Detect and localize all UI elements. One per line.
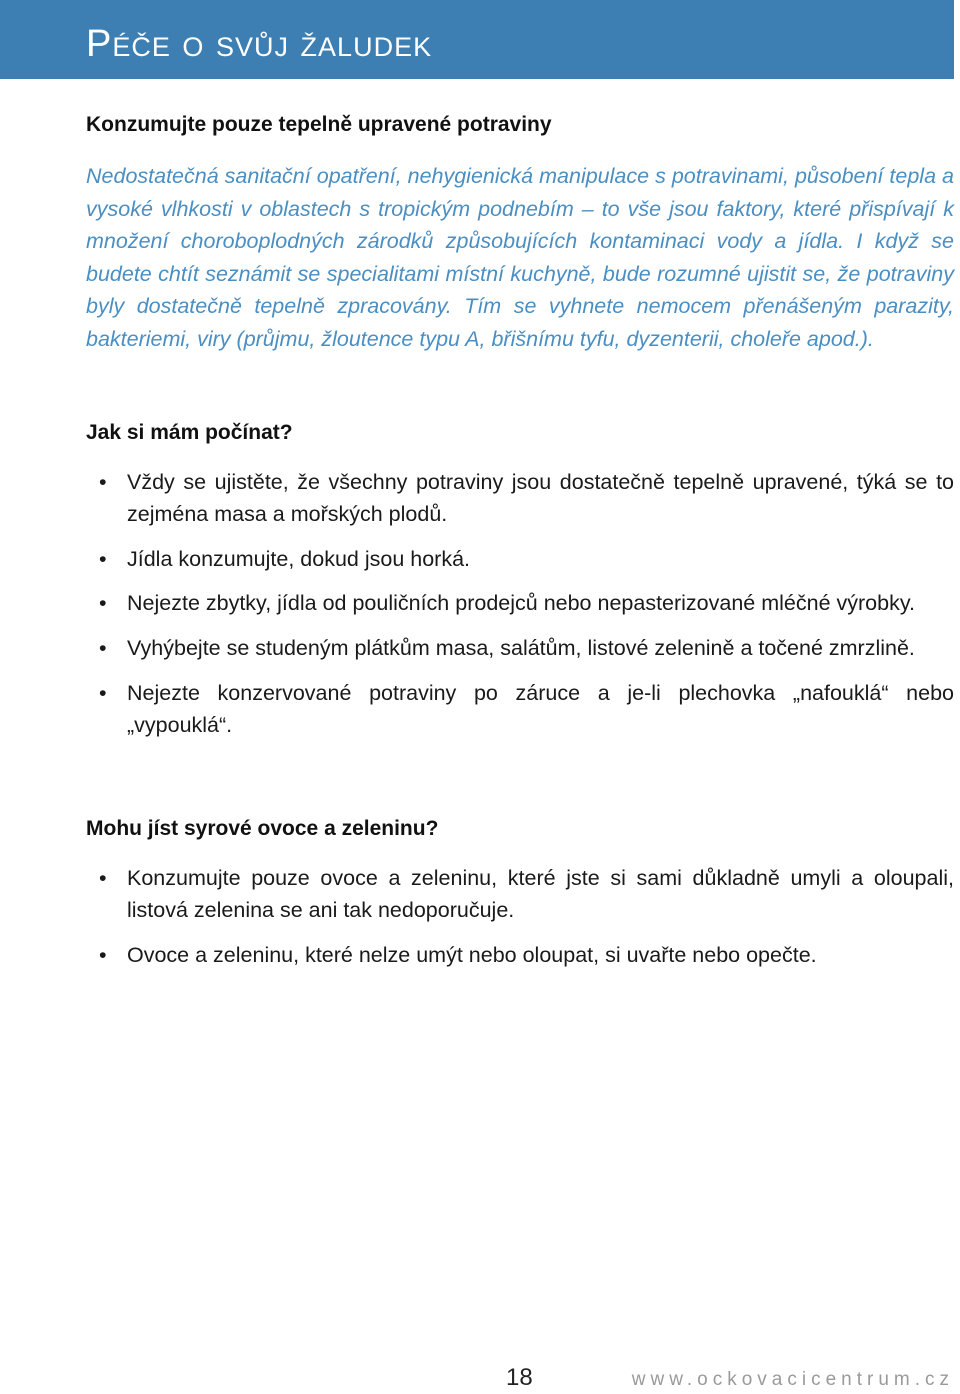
section-heading-raw-produce: Mohu jíst syrové ovoce a zeleninu? [86, 816, 439, 840]
list-item-text: Nejezte konzervované potraviny po záruce a je-li plechovka „nafouklá“ nebo „vypouklá“. [127, 680, 954, 738]
bullet-icon: • [99, 635, 107, 660]
list-item [86, 587, 954, 620]
footer-url: www.ockovacicentrum.cz [631, 1369, 954, 1390]
content [86, 110, 954, 984]
list-item [86, 862, 954, 927]
page-title: Péče o svůj žaludek [86, 23, 433, 65]
list-item-text: Konzumujte pouze ovoce a zeleninu, které jste si sami důkladně umyli a oloupali, listová zelenina se ani tak nedoporučuje. [127, 865, 954, 923]
section-heading-how-to: Jak si mám počínat? [86, 420, 293, 444]
header-bar [0, 0, 954, 79]
list-item [86, 677, 954, 742]
list-item [86, 939, 954, 972]
bullet-icon: • [99, 546, 107, 571]
list-item-text: Vždy se ujistěte, že všechny potraviny jsou dostatečně tepelně upravené, týká se to zejména masa a mořských plodů. [127, 469, 954, 527]
bullet-icon: • [99, 591, 107, 616]
bullet-icon: • [99, 865, 107, 890]
bullet-icon: • [99, 942, 107, 967]
bullet-icon: • [99, 469, 107, 494]
list-item-text: Vyhýbejte se studeným plátkům masa, salátům, listové zelenině a točené zmrzlině. [127, 635, 915, 660]
bullet-icon: • [99, 680, 107, 705]
list-item-text: Nejezte zbytky, jídla od pouličních prodejců nebo nepasterizované mléčné výrobky. [127, 591, 915, 616]
intro-paragraph: Nedostatečná sanitační opatření, nehygienická manipulace s potravinami, působení tepla a vysoké vlhkosti v oblastech s tropickým podnebím – to vše jsou faktory, které přispívají k množení choroboplodných zárodků způsobujících kontaminaci vody a jídla. I když se budete chtít seznámit se specialitami místní kuchyně, bude rozumné ujistit se, že potraviny byly dostatečně tepelně zpracovány. Tím se vyhnete nemocem přenášeným parazity, bakteriemi, viry (průjmu, žloutence typu A, břišnímu tyfu, dyzenterii, choleře apod.). [86, 164, 954, 351]
how-to-list [86, 466, 954, 742]
list-item [86, 466, 954, 531]
page-number: 18 [506, 1364, 533, 1391]
list-item [86, 632, 954, 665]
list-item-text: Ovoce a zeleninu, které nelze umýt nebo oloupat, si uvařte nebo opečte. [127, 942, 817, 967]
section-heading-cooked-food: Konzumujte pouze tepelně upravené potraviny [86, 113, 552, 136]
list-item-text: Jídla konzumujte, dokud jsou horká. [127, 546, 471, 571]
list-item [86, 543, 954, 576]
raw-produce-list [86, 862, 954, 972]
